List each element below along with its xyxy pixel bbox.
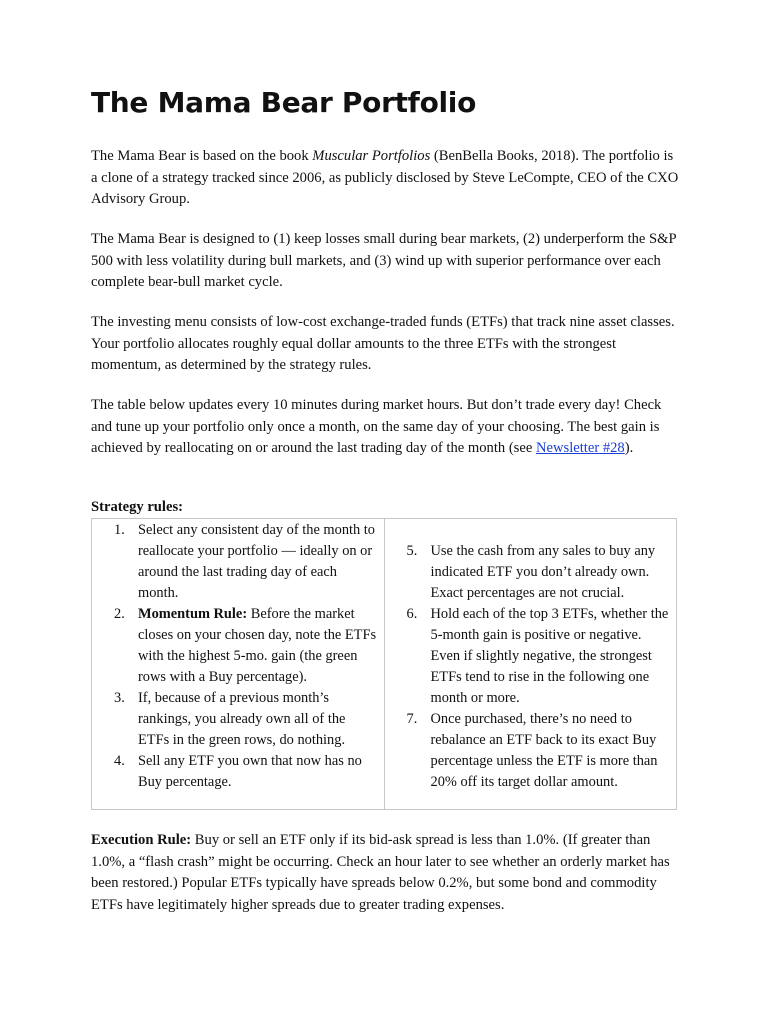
rule-item (92, 751, 384, 793)
rule-text: Before the market closes on your chosen day, note the ETFs with the highest 5-mo. gain (the green rows with a Buy percentage). (138, 606, 377, 685)
rules-list-right (385, 519, 677, 793)
rules-column-right (384, 519, 677, 810)
rule-text: Hold each of the top 3 ETFs, whether the 5-month gain is positive or negative. Even if slightly negative, the strongest ETFs tend to rise in the following one month or more. (430, 606, 669, 706)
execution-rule-paragraph (91, 830, 681, 916)
page-title: The Mama Bear Portfolio (91, 86, 477, 119)
execution-rule-label: Execution Rule: (91, 832, 192, 848)
intro-paragraph (91, 146, 681, 211)
intro-text: The Mama Bear is based on the book (91, 148, 313, 164)
rule-item (92, 688, 384, 751)
rule-text: Select any consistent day of the month to reallocate your portfolio — ideally on or around the last trading day of each month. (138, 522, 375, 601)
rules-column-left (92, 519, 385, 810)
rule-text: Use the cash from any sales to buy any indicated ETF you don’t already own. Exact percentages are not crucial. (430, 543, 656, 601)
rule-text: Sell any ETF you own that now has no Buy percentage. (138, 753, 362, 790)
newsletter-link[interactable]: Newsletter #28 (535, 440, 625, 457)
rule-number: 2. (114, 606, 125, 622)
rule-label: Momentum Rule: (138, 606, 248, 622)
update-text-end: ). (624, 440, 634, 457)
rule-item (385, 604, 677, 709)
rule-item (92, 604, 384, 688)
update-paragraph (91, 395, 681, 460)
rule-text: If, because of a previous month’s rankings, you already own all of the ETFs in the green rows, do nothing. (138, 690, 346, 748)
rule-text: Once purchased, there’s no need to rebalance an ETF back to its exact Buy percentage unless the ETF is more than 20% off its target dollar amount. (430, 711, 658, 790)
rule-number: 5. (406, 543, 418, 559)
rule-number: 4. (114, 753, 125, 769)
rule-item (385, 541, 677, 604)
execution-rule-text: Buy or sell an ETF only if its bid-ask spread is less than 1.0%. (If greater than 1.0%, a “flash crash” might be occurring. Check an hour later to see whether an orderly market has been restored.) Popular ETFs typically have spreads below 0.2%, but some bond and commodity ETFs have legitimately higher spreads due to greater trading expenses. (91, 832, 670, 913)
rule-item (385, 709, 677, 793)
rule-item (92, 520, 384, 604)
rule-number: 7. (406, 711, 418, 727)
rule-number: 6. (406, 606, 418, 622)
rule-number: 3. (114, 690, 125, 706)
strategy-rules-heading: Strategy rules: (91, 499, 183, 515)
menu-paragraph: The investing menu consists of low-cost exchange-traded funds (ETFs) that track nine asset classes. Your portfolio allocates roughly equal dollar amounts to the three ETFs with the strongest momentum, as determined by the strategy rules. (91, 314, 675, 374)
book-title: Muscular Portfolios (312, 148, 431, 164)
strategy-rules-table (91, 518, 677, 810)
rules-list-left (92, 519, 384, 793)
design-paragraph: The Mama Bear is designed to (1) keep losses small during bear markets, (2) underperform the S&P 500 with less volatility during bull markets, and (3) wind up with superior performance over each complete bear-bull market cycle. (91, 231, 677, 291)
rule-number: 1. (114, 522, 125, 538)
update-text: The table below updates every 10 minutes during market hours. But don’t trade every day! Check and tune up your portfolio only once a month, on the same day of your choosing. The best gain is achieved by reallocating on or around the last trading day of the month (see (91, 397, 662, 457)
intro-text-cont: (BenBella Books, 2018). The portfolio is a clone of a strategy tracked since 2006, as publicly disclosed by Steve LeCompte, CEO of the CXO Advisory Group. (91, 148, 679, 208)
